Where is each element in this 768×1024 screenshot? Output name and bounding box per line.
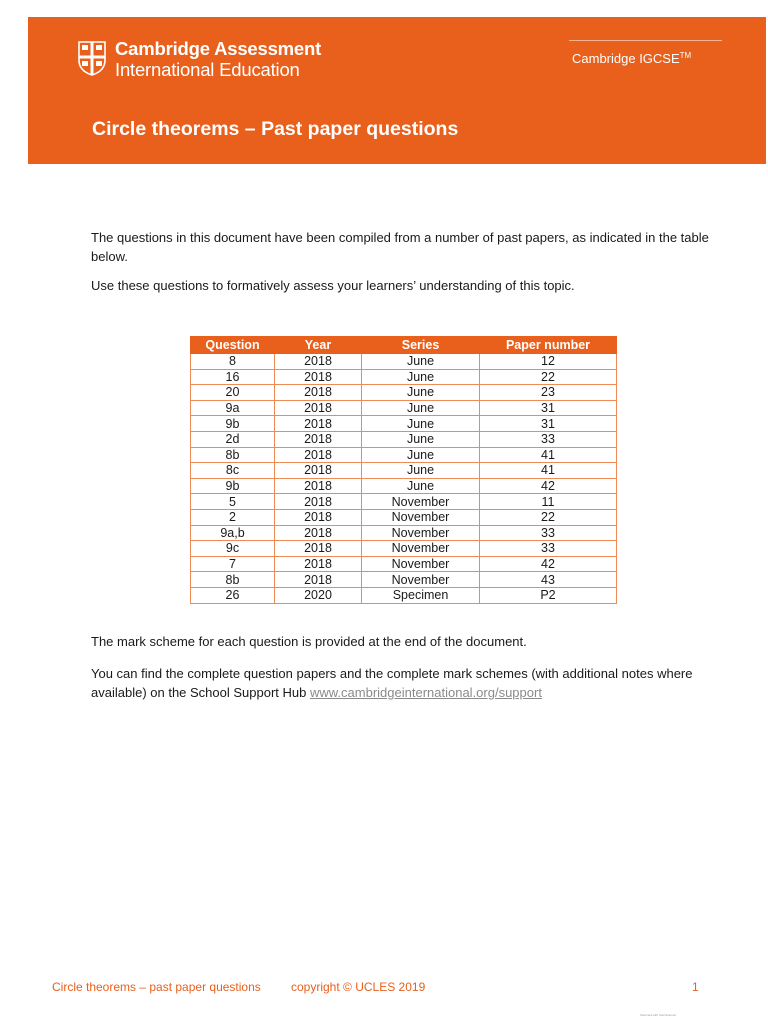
org-name-line2: International Education (115, 59, 300, 80)
table-cell: 2018 (275, 556, 362, 572)
support-link[interactable]: www.cambridgeinternational.org/support (309, 685, 542, 700)
support-text: You can find the complete question papers and the complete mark schemes (with additional notes where available) on the School Support Hub (91, 666, 693, 700)
table-cell: June (362, 416, 480, 432)
column-header: Paper number (480, 337, 617, 354)
table-cell: 41 (480, 447, 617, 463)
table-row (191, 463, 617, 479)
table-cell: 2018 (275, 431, 362, 447)
table-cell: 31 (480, 400, 617, 416)
table-cell: 8b (191, 447, 275, 463)
table-cell: 9b (191, 416, 275, 432)
table-row (191, 509, 617, 525)
table-cell: 2018 (275, 541, 362, 557)
table-cell: 12 (480, 354, 617, 370)
table-cell: June (362, 478, 480, 494)
table-cell: 42 (480, 556, 617, 572)
header-banner (28, 17, 766, 164)
support-paragraph (91, 664, 711, 702)
trademark-mark: TM (679, 51, 692, 60)
table-cell: 2018 (275, 463, 362, 479)
table-cell: 22 (480, 509, 617, 525)
table-row (191, 354, 617, 370)
scanner-stamp: Scanned with CamScanner (640, 1013, 677, 1017)
intro-paragraph-2: Use these questions to formatively assess your learners’ understanding of this topic. (91, 278, 575, 293)
table-cell: November (362, 509, 480, 525)
table-cell: 2 (191, 509, 275, 525)
org-name-line1: Cambridge Assessment (115, 38, 322, 59)
table-cell: 7 (191, 556, 275, 572)
table-cell: June (362, 354, 480, 370)
table-row (191, 369, 617, 385)
table-cell: 22 (480, 369, 617, 385)
table-cell: 11 (480, 494, 617, 510)
table-row (191, 385, 617, 401)
table-body (191, 354, 617, 604)
table-row (191, 400, 617, 416)
table-cell: 9b (191, 478, 275, 494)
table-cell: June (362, 369, 480, 385)
table-cell: 9c (191, 541, 275, 557)
table-cell: 2018 (275, 509, 362, 525)
page-title: Circle theorems – Past paper questions (92, 118, 459, 140)
table-cell: 2018 (275, 525, 362, 541)
table-cell: 20 (191, 385, 275, 401)
column-header: Series (362, 337, 480, 354)
table-cell: 31 (480, 416, 617, 432)
table-cell: November (362, 556, 480, 572)
table-cell: June (362, 463, 480, 479)
column-header: Question (191, 337, 275, 354)
table-header (191, 337, 617, 354)
table-row (191, 478, 617, 494)
table-row (191, 416, 617, 432)
table-cell: 42 (480, 478, 617, 494)
table-cell: 33 (480, 431, 617, 447)
table-cell: 8b (191, 572, 275, 588)
table-cell: 26 (191, 587, 275, 603)
table-cell: 33 (480, 541, 617, 557)
table-row (191, 525, 617, 541)
intro-paragraph-1: The questions in this document have been compiled from a number of past papers, as indicated in the table below. (91, 230, 709, 264)
table-cell: 2018 (275, 478, 362, 494)
table-cell: 2018 (275, 354, 362, 370)
table-cell: June (362, 431, 480, 447)
table-cell: 2018 (275, 572, 362, 588)
table-row (191, 447, 617, 463)
footer-copyright: copyright © UCLES 2019 (291, 980, 426, 994)
table-row (191, 541, 617, 557)
table-cell: 2018 (275, 447, 362, 463)
table-row (191, 431, 617, 447)
table-cell: P2 (480, 587, 617, 603)
table-cell: Specimen (362, 587, 480, 603)
crest-icon (77, 40, 107, 76)
table-cell: 2018 (275, 416, 362, 432)
table-cell: June (362, 400, 480, 416)
table-row (191, 556, 617, 572)
table-cell: November (362, 494, 480, 510)
table-row (191, 494, 617, 510)
table-row (191, 572, 617, 588)
table-row (191, 587, 617, 603)
table-cell: June (362, 447, 480, 463)
table-cell: 2d (191, 431, 275, 447)
table-cell: 41 (480, 463, 617, 479)
cambridge-logo (77, 38, 327, 82)
table-cell: 2018 (275, 385, 362, 401)
table-cell: 2020 (275, 587, 362, 603)
page-number: 1 (692, 980, 699, 994)
table-cell: November (362, 525, 480, 541)
table-cell: 8c (191, 463, 275, 479)
table-cell: 2018 (275, 369, 362, 385)
past-papers-table (190, 336, 617, 604)
mark-scheme-note: The mark scheme for each question is provided at the end of the document. (91, 634, 527, 649)
table-cell: 16 (191, 369, 275, 385)
table-cell: 9a,b (191, 525, 275, 541)
table-cell: 23 (480, 385, 617, 401)
table-cell: 2018 (275, 400, 362, 416)
table-cell: 9a (191, 400, 275, 416)
table-cell: 5 (191, 494, 275, 510)
column-header: Year (275, 337, 362, 354)
qualification-label: Cambridge IGCSE™ (572, 51, 692, 66)
header-rule (569, 40, 722, 41)
table-cell: November (362, 572, 480, 588)
table-cell: 8 (191, 354, 275, 370)
table-cell: June (362, 385, 480, 401)
footer-doc-title: Circle theorems – past paper questions (52, 980, 261, 994)
table-header-row (191, 337, 617, 354)
table-cell: 33 (480, 525, 617, 541)
table-cell: 43 (480, 572, 617, 588)
table-cell: November (362, 541, 480, 557)
table-cell: 2018 (275, 494, 362, 510)
